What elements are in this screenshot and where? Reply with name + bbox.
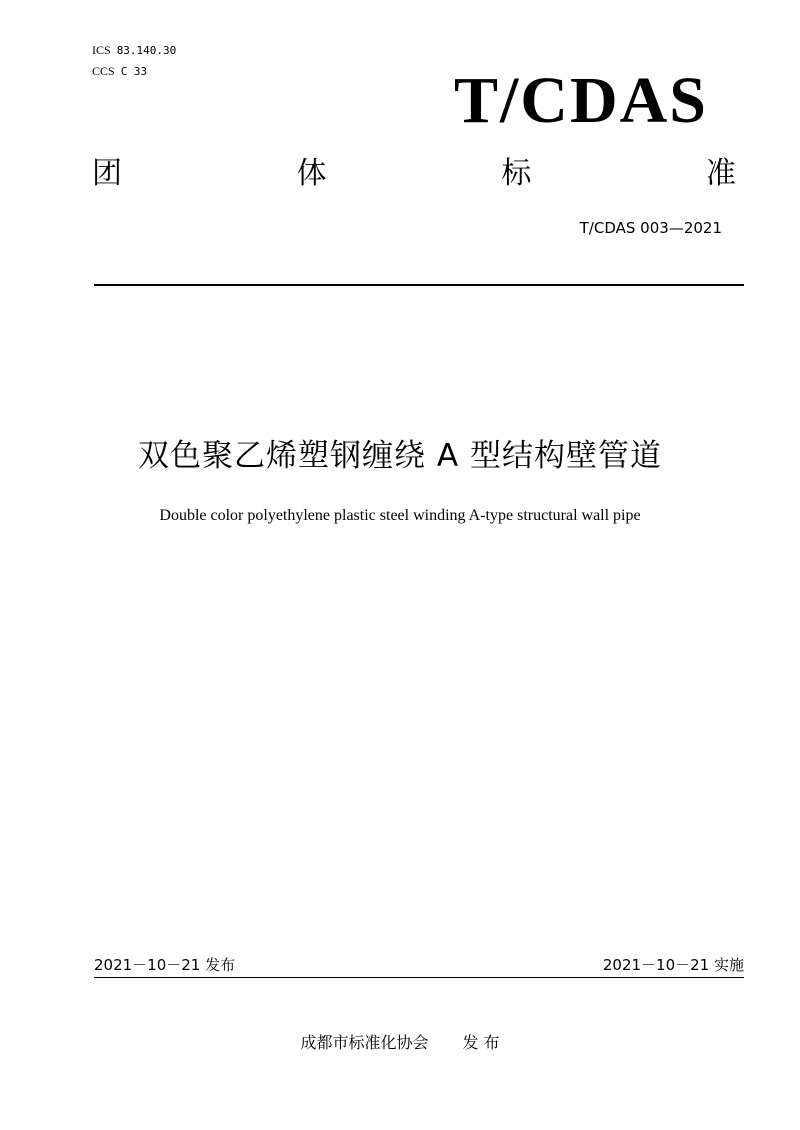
organization-code: T/CDAS: [453, 64, 708, 137]
title-chinese: 双色聚乙烯塑钢缠绕 A 型结构壁管道: [138, 438, 662, 474]
implementation-date: 2021－10－21 实施: [602, 956, 744, 974]
header-divider: [94, 284, 744, 286]
publisher-name: 成都市标准化协会: [300, 1033, 429, 1052]
ccs-label: CCS: [92, 64, 115, 78]
issue-date: 2021－10－21 发布: [94, 956, 236, 974]
publisher-line: [0, 1032, 800, 1054]
ics-label: ICS: [92, 43, 111, 57]
classification-block: [92, 40, 176, 82]
standard-type-char: 团: [92, 156, 122, 191]
ccs-value: C 33: [120, 65, 148, 78]
standard-type-char: 标: [501, 156, 532, 191]
ics-line: [92, 40, 176, 61]
standard-type: [92, 154, 736, 194]
ccs-line: [92, 61, 176, 82]
publisher-action: 发 布: [462, 1033, 500, 1052]
title-english: Double color polyethylene plastic steel winding A-type structural wall pipe: [159, 507, 641, 524]
standard-number: T/CDAS 003—2021: [579, 219, 722, 237]
standard-type-char: 准: [705, 156, 736, 191]
standard-type-char: 体: [296, 156, 327, 191]
ics-value: 83.140.30: [116, 44, 177, 57]
footer-divider: [94, 977, 744, 978]
